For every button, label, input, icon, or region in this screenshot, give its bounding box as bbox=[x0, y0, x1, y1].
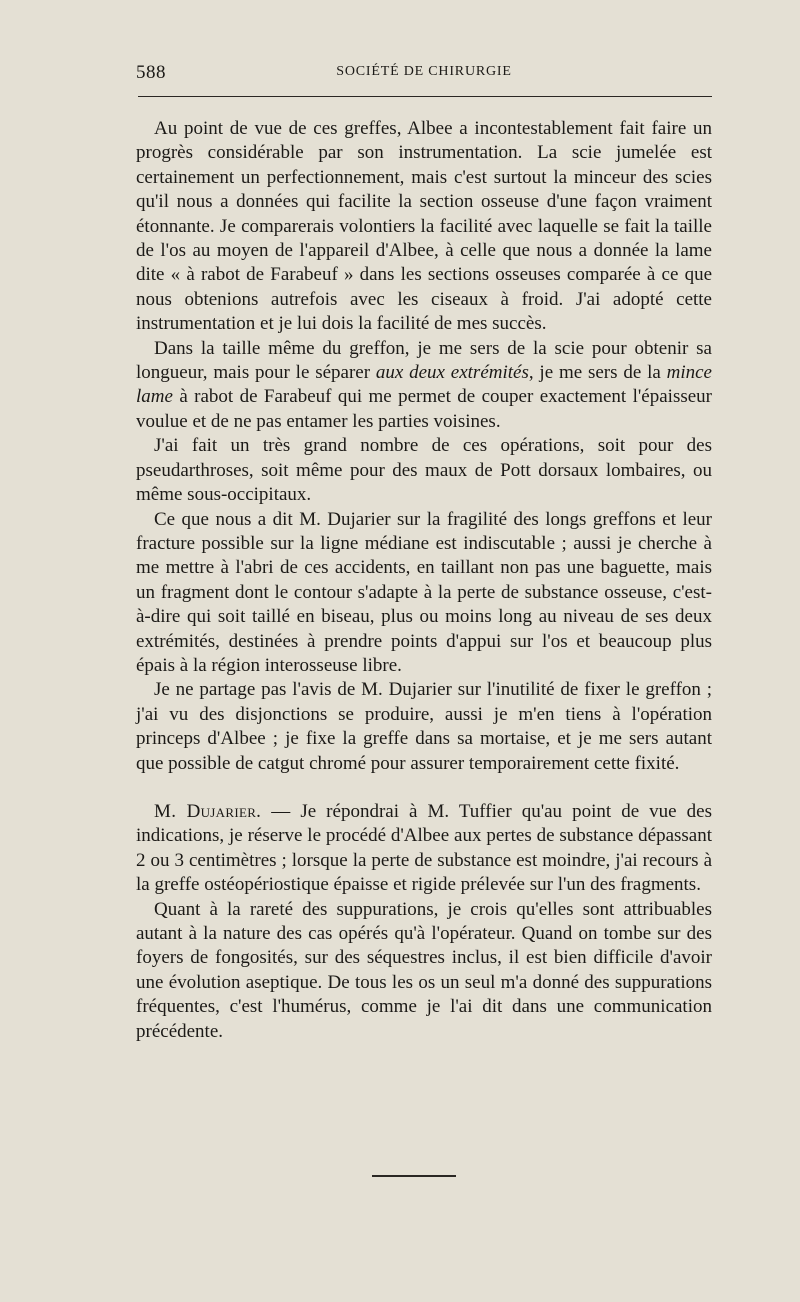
paragraph-dujarier-reply bbox=[136, 800, 712, 898]
header-rule bbox=[138, 96, 712, 97]
paragraph-text: , je me sers de la bbox=[528, 362, 667, 384]
body-text bbox=[136, 117, 712, 1044]
page-header bbox=[136, 62, 712, 86]
paragraph-albee-instrumentation: Au point de vue de ces greffes, Albee a incontestablement fait faire un progrès considérable par son instrumentation. La scie jumelée est certainement un perfectionnement, mais c'est surtout la minceur des scies qu'il nous a données qui facilite la section osseuse d'une façon vraiment étonnante. Je comparerais volontiers la facilité avec laquelle se fait la taille de l'os au moyen de l'appareil d'Albee, à celle que nous a donnée la lame dite « à rabot de Farabeuf » dans les sections osseuses comparée à ce que nous obtenions autrefois avec les ciseaux à froid. J'ai adopté cette instrumentation et je lui dois la facilité de mes succès. bbox=[136, 118, 712, 335]
end-rule bbox=[372, 1175, 456, 1177]
page-number: 588 bbox=[136, 62, 166, 83]
paragraph-greffon-taille bbox=[136, 337, 712, 435]
paragraph-text: Dans la taille même du greffon, je me sers de la scie pour obtenir sa longueur, mais pour le séparer bbox=[136, 337, 712, 384]
paragraph-text: à rabot de Farabeuf qui me permet de couper exactement l'épaisseur voulue et de ne pas entamer les parties voisines. bbox=[136, 386, 712, 432]
speaker-name: M. Dujarier. bbox=[154, 800, 262, 822]
paragraph-text: — Je répondrai à M. Tuffier qu'au point de vue des indications, je réserve le procédé d'Albee aux pertes de substance dépassant 2 ou 3 centimètres ; lorsque la perte de substance est moindre, j'ai recours à la greffe ostéopériostique épaisse et rigide prélevée sur l'un des fragments. bbox=[136, 800, 712, 896]
paragraph-suppurations: Quant à la rareté des suppurations, je crois qu'elles sont attribuables autant à la nature des cas opérés qu'à l'opérateur. Quand on tombe sur des foyers de fongosités, sur des séquestres inclus, il est bien difficile d'avoir une évolution aseptique. De tous les os un seul m'a donné des suppurations fréquentes, c'est l'humérus, comme je l'ai dit dans une communication précédente. bbox=[136, 898, 712, 1042]
paragraph-operations: J'ai fait un très grand nombre de ces opérations, soit pour des pseudarthroses, soit même pour des maux de Pott dorsaux lombaires, ou même sous-occipitaux. bbox=[136, 435, 712, 506]
italic-phrase: mince lame bbox=[136, 362, 712, 408]
running-title: SOCIÉTÉ DE CHIRURGIE bbox=[336, 64, 512, 79]
paragraph-fragilite: Ce que nous a dit M. Dujarier sur la fragilité des longs greffons et leur fracture possible sur la ligne médiane est indiscutable ; aussi je cherche à me mettre à l'abri de ces accidents, en taillant non pas une baguette, mais un fragment dont le contour s'adapte à la perte de substance osseuse, c'est-à-dire qui soit taillé en biseau, plus ou moins long au niveau de ses deux extrémités, destinées à prendre points d'appui sur l'os et beaucoup plus épais à la région interosseuse libre. bbox=[136, 508, 712, 676]
paragraph-fixation: Je ne partage pas l'avis de M. Dujarier sur l'inutilité de fixer le greffon ; j'ai vu des disjonctions se produire, aussi je m'en tiens à l'opération princeps d'Albee ; je fixe la greffe dans sa mortaise, et je me sers autant que possible de catgut chromé pour assurer temporairement cette fixité. bbox=[136, 679, 712, 774]
italic-phrase: aux deux extrémités bbox=[375, 362, 529, 384]
